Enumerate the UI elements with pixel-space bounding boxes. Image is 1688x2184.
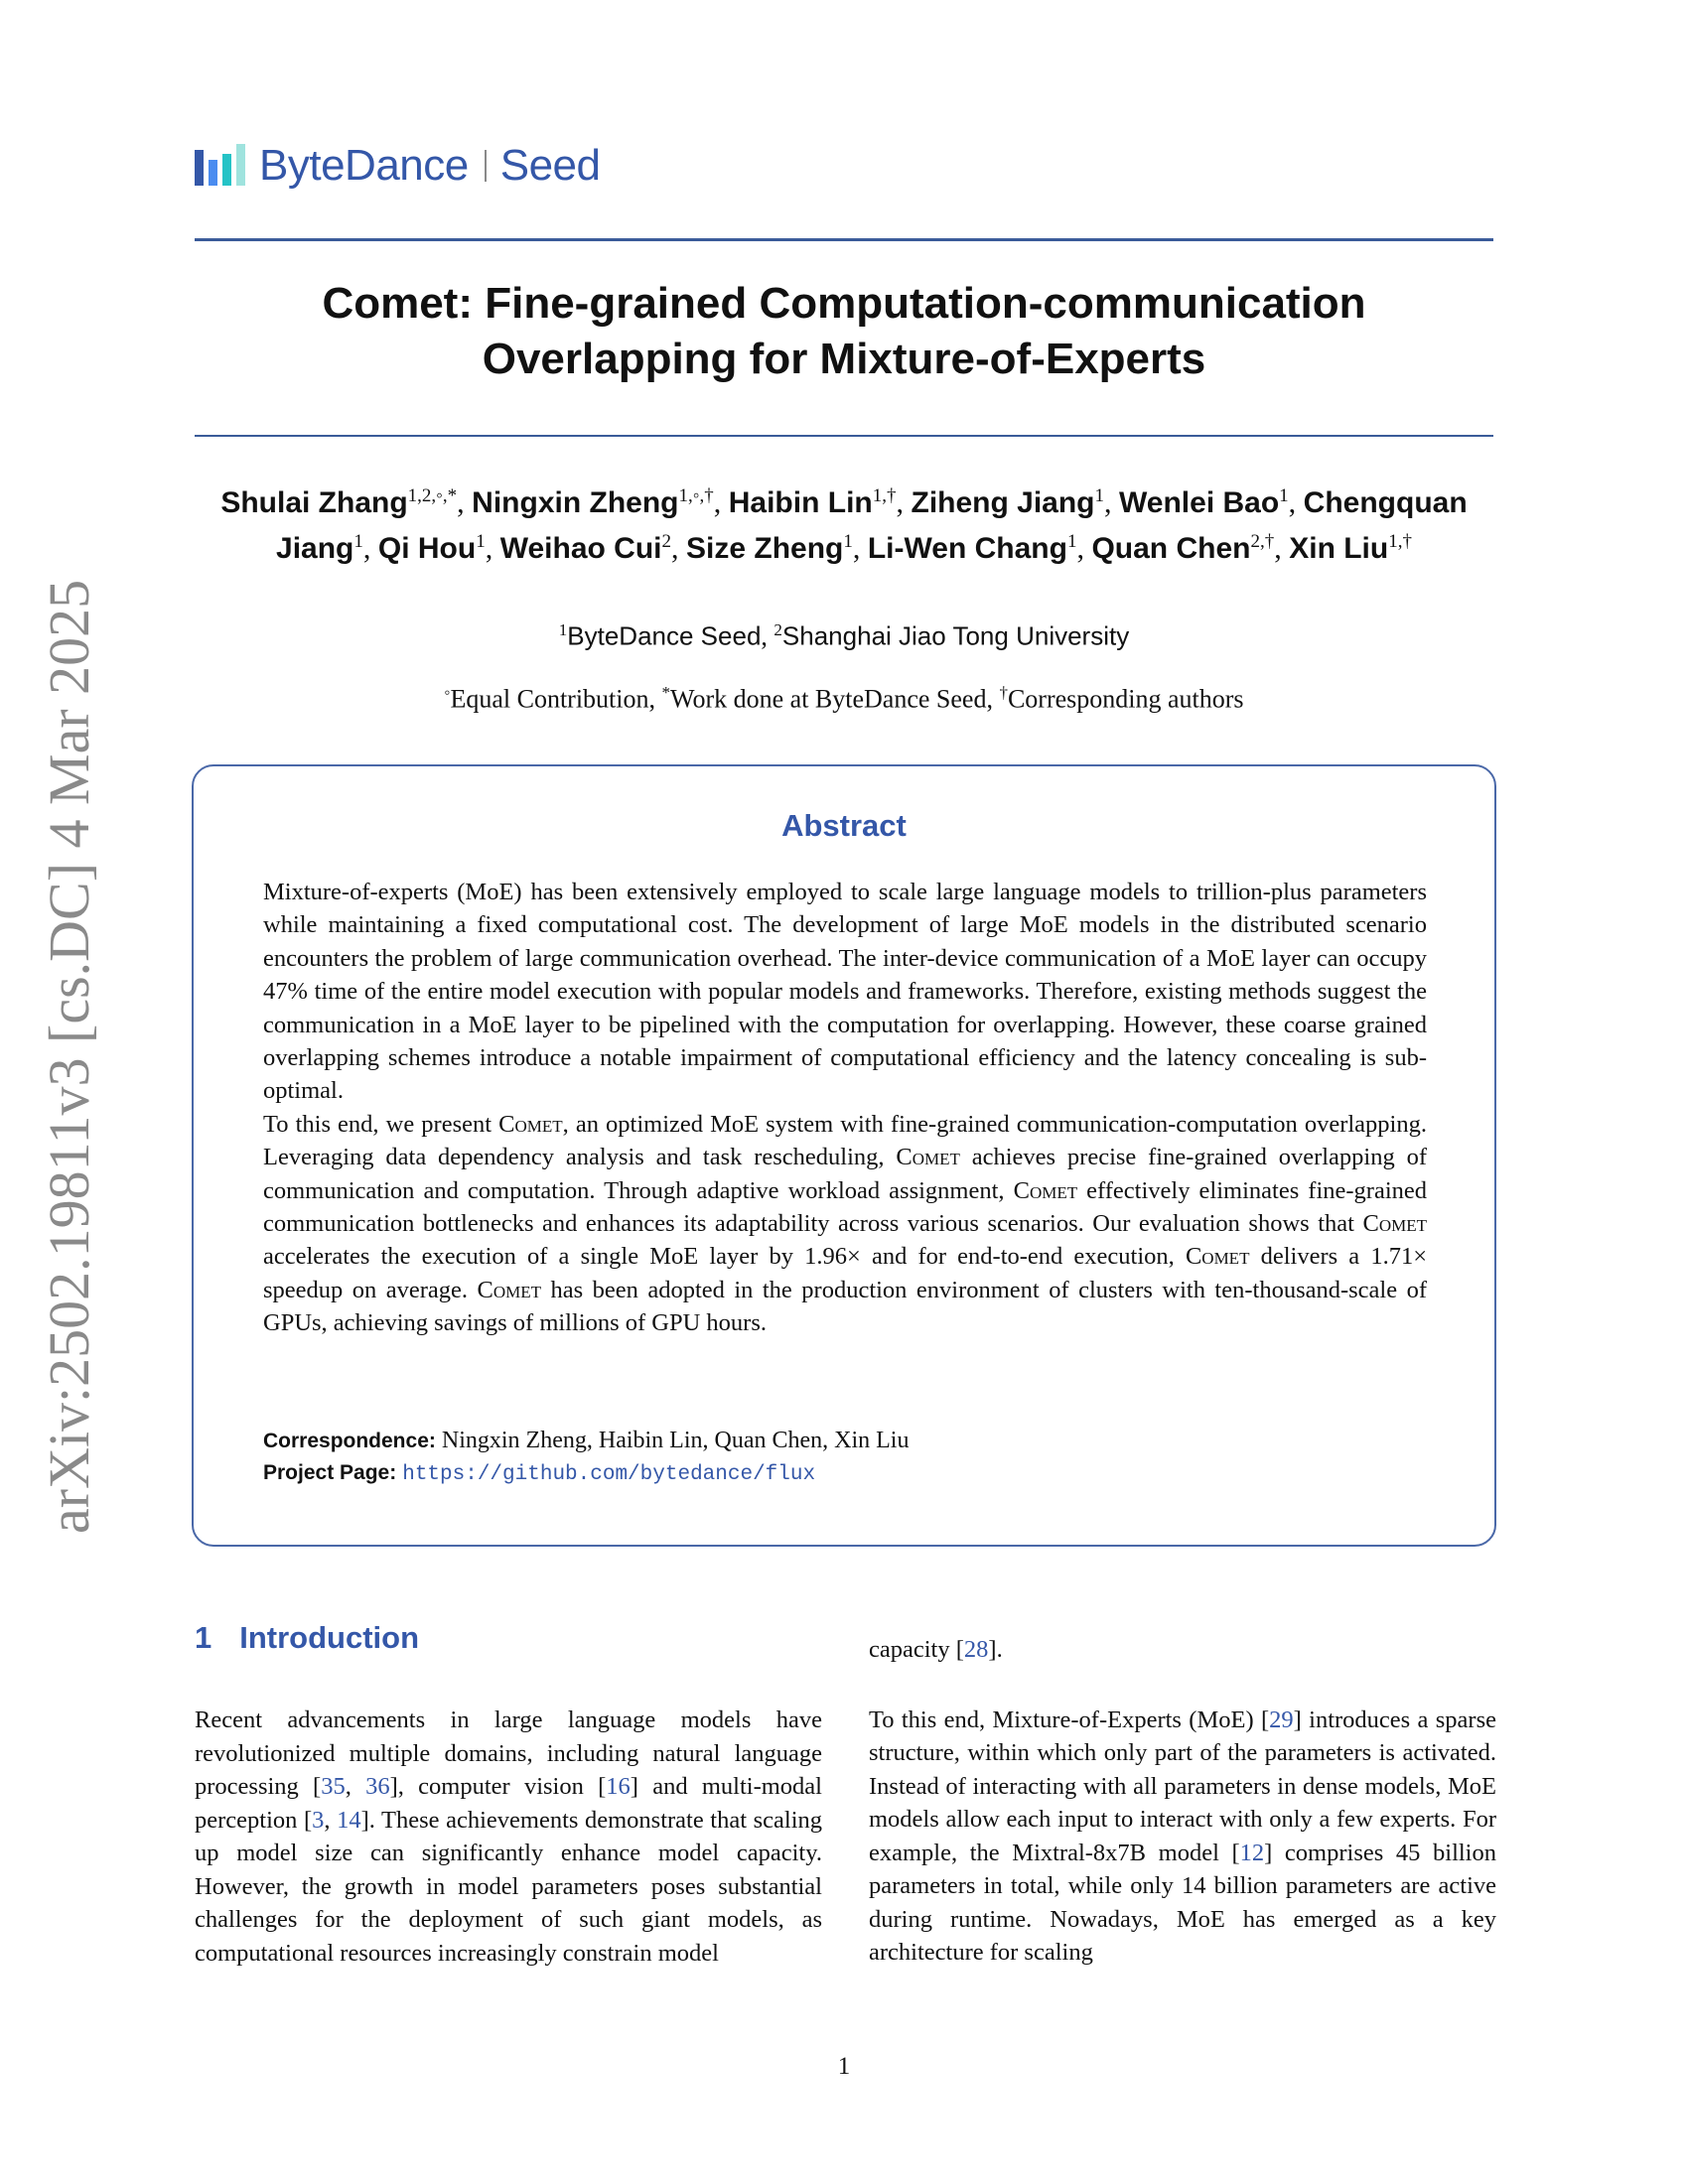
abstract-paragraph-2: To this end, we present Comet, an optimized MoE system with fine-grained communication-computation overlapping. Leveraging data dependency analysis and task rescheduling, Comet achieves precise fine-grained overlapping of communication and computation. Through adaptive workload assignment, Comet effectively eliminates fine-grained communication bottlenecks and enhances its adaptability across various scenarios. Our evaluation shows that Comet accelerates the execution of a single MoE layer by 1.96× and for end-to-end execution, Comet delivers a 1.71× speedup on average. Comet has been adopted in the production environment of clusters with ten-thousand-scale of GPUs, achieving savings of millions of GPU hours. — [263, 1110, 1428, 1337]
author: Haibin Lin$^{1,\dagger}$ — [728, 485, 897, 519]
citation-link[interactable]: 3 — [312, 1806, 325, 1834]
intro-paragraph-1: Recent advancements in large language models have revolutionized multiple domains, including natural language processing [35, 36], computer vision [16] and multi-modal perception [3, 14]. These achievements demonstrate that scaling up model size can significantly enhance model capacity. However, the growth in model parameters poses substantial challenges for the deployment of such giant models, as computational resources increasingly constrain model — [195, 1706, 822, 1967]
citation-link[interactable]: 29 — [1269, 1706, 1294, 1733]
correspondence-value: Ningxin Zheng, Haibin Lin, Quan Chen, Xin Liu — [441, 1428, 910, 1453]
citation-link[interactable]: 35 — [321, 1773, 346, 1800]
affiliation: ByteDance Seed — [567, 620, 762, 651]
bytedance-seed-logo — [195, 141, 601, 191]
correspondence-label: Correspondence: — [263, 1430, 436, 1452]
citation-link[interactable]: 16 — [606, 1773, 631, 1800]
abstract-paragraph-1: Mixture-of-experts (MoE) has been extensively employed to scale large language models to trillion-plus parameters while maintaining a fixed computational cost. The development of large MoE models in the distributed scenario encounters the problem of large communication overhead. The inter-device communication of a MoE layer can occupy 47% time of the entire model execution with popular models and frameworks. Therefore, existing methods suggest the communication in a MoE layer to be pipelined with the computation for overlapping. However, these coarse grained overlapping schemes introduce a notable impairment of computational efficiency and the latency concealing is sub-optimal. — [263, 879, 1427, 1105]
affiliations: $^1$ByteDance Seed, $^2$Shanghai Jiao Tong University — [558, 620, 1130, 651]
citation-link[interactable]: 14 — [337, 1806, 361, 1834]
author: Chengquan Jiang$^1$ — [276, 486, 1468, 565]
intro-paragraph-2: To this end, Mixture-of-Experts (MoE) [29] introduces a sparse structure, within which only part of the parameters is activated. Instead of interacting with all parameters in dense models, MoE models allow each input to interact with only a few experts. For example, the Mixtral-8x7B model [12] comprises 45 billion parameters in total, while only 14 billion parameters are active during runtime. Nowadays, MoE has emerged as a key architecture for scaling — [869, 1706, 1496, 1966]
project-page-link[interactable]: https://github.com/bytedance/flux — [402, 1463, 816, 1486]
logo-separator — [485, 150, 487, 182]
citation-link[interactable]: 36 — [365, 1773, 390, 1800]
author-list: Shulai Zhang$^{1,2,◦,*}$, Ningxin Zheng$^{1,◦,\dagger}$, Haibin Lin$^{1,\dagger}$, Ziheng Jiang$^1$, Wenlei Bao$^1$, Chengquan Jiang$^1$, Qi Hou$^1$, Weihao Cui$^2$, Size Zheng$^1$, Li-Wen Chang$^1$, Quan Chen$^{2,\dagger}$, Xin Liu$^{1,\dagger}$ — [220, 485, 1468, 565]
author: Ziheng Jiang$^1$ — [911, 485, 1105, 519]
author: Size Zheng$^1$ — [686, 531, 853, 565]
citation-link[interactable]: 28 — [963, 1636, 989, 1663]
section-number: 1 — [195, 1620, 212, 1655]
contribution-notes: ◦Equal Contribution, *Work done at ByteDance Seed, †Corresponding authors — [444, 683, 1244, 714]
logo-product-text: Seed — [499, 141, 601, 190]
abstract-heading: Abstract — [781, 808, 907, 843]
project-page-line — [263, 1459, 815, 1486]
intro-right-column — [869, 1633, 1496, 1970]
bytedance-bars-icon — [195, 146, 245, 186]
intro-left-column — [195, 1704, 822, 1970]
author: Xin Liu$^{1,\dagger}$ — [1289, 531, 1412, 565]
author: Quan Chen$^{2,\dagger}$ — [1091, 531, 1275, 565]
correspondence-line — [263, 1428, 909, 1454]
header-rule-bottom — [195, 435, 1493, 437]
logo-brand-text: ByteDance — [259, 141, 469, 190]
abstract-box — [192, 764, 1496, 1547]
section-heading-introduction — [195, 1620, 419, 1656]
affiliation: Shanghai Jiao Tong University — [781, 620, 1130, 651]
project-page-label: Project Page: — [263, 1461, 397, 1484]
title-line-2: Overlapping for Mixture-of-Experts — [482, 335, 1206, 383]
author: Ningxin Zheng$^{1,◦,\dagger}$ — [472, 485, 714, 519]
arxiv-identifier-stamp: arXiv:2502.19811v3 [cs.DC] 4 Mar 2025 — [37, 579, 101, 1534]
page-number: 1 — [837, 2053, 851, 2080]
paper-title — [195, 276, 1493, 387]
header-rule-top — [195, 238, 1493, 241]
citation-link[interactable]: 12 — [1239, 1839, 1265, 1866]
section-title: Introduction — [239, 1620, 420, 1655]
author: Shulai Zhang$^{1,2,◦,*}$ — [220, 485, 458, 519]
title-line-1: Comet: Fine-grained Computation-communication — [322, 279, 1366, 328]
author: Weihao Cui$^2$ — [499, 531, 671, 565]
intro-paragraph-1-continued: capacity [28]. — [869, 1636, 1003, 1663]
author: Qi Hou$^1$ — [377, 531, 486, 565]
abstract-body — [263, 876, 1427, 1340]
author: Wenlei Bao$^1$ — [1119, 485, 1289, 519]
author: Li-Wen Chang$^1$ — [867, 531, 1077, 565]
